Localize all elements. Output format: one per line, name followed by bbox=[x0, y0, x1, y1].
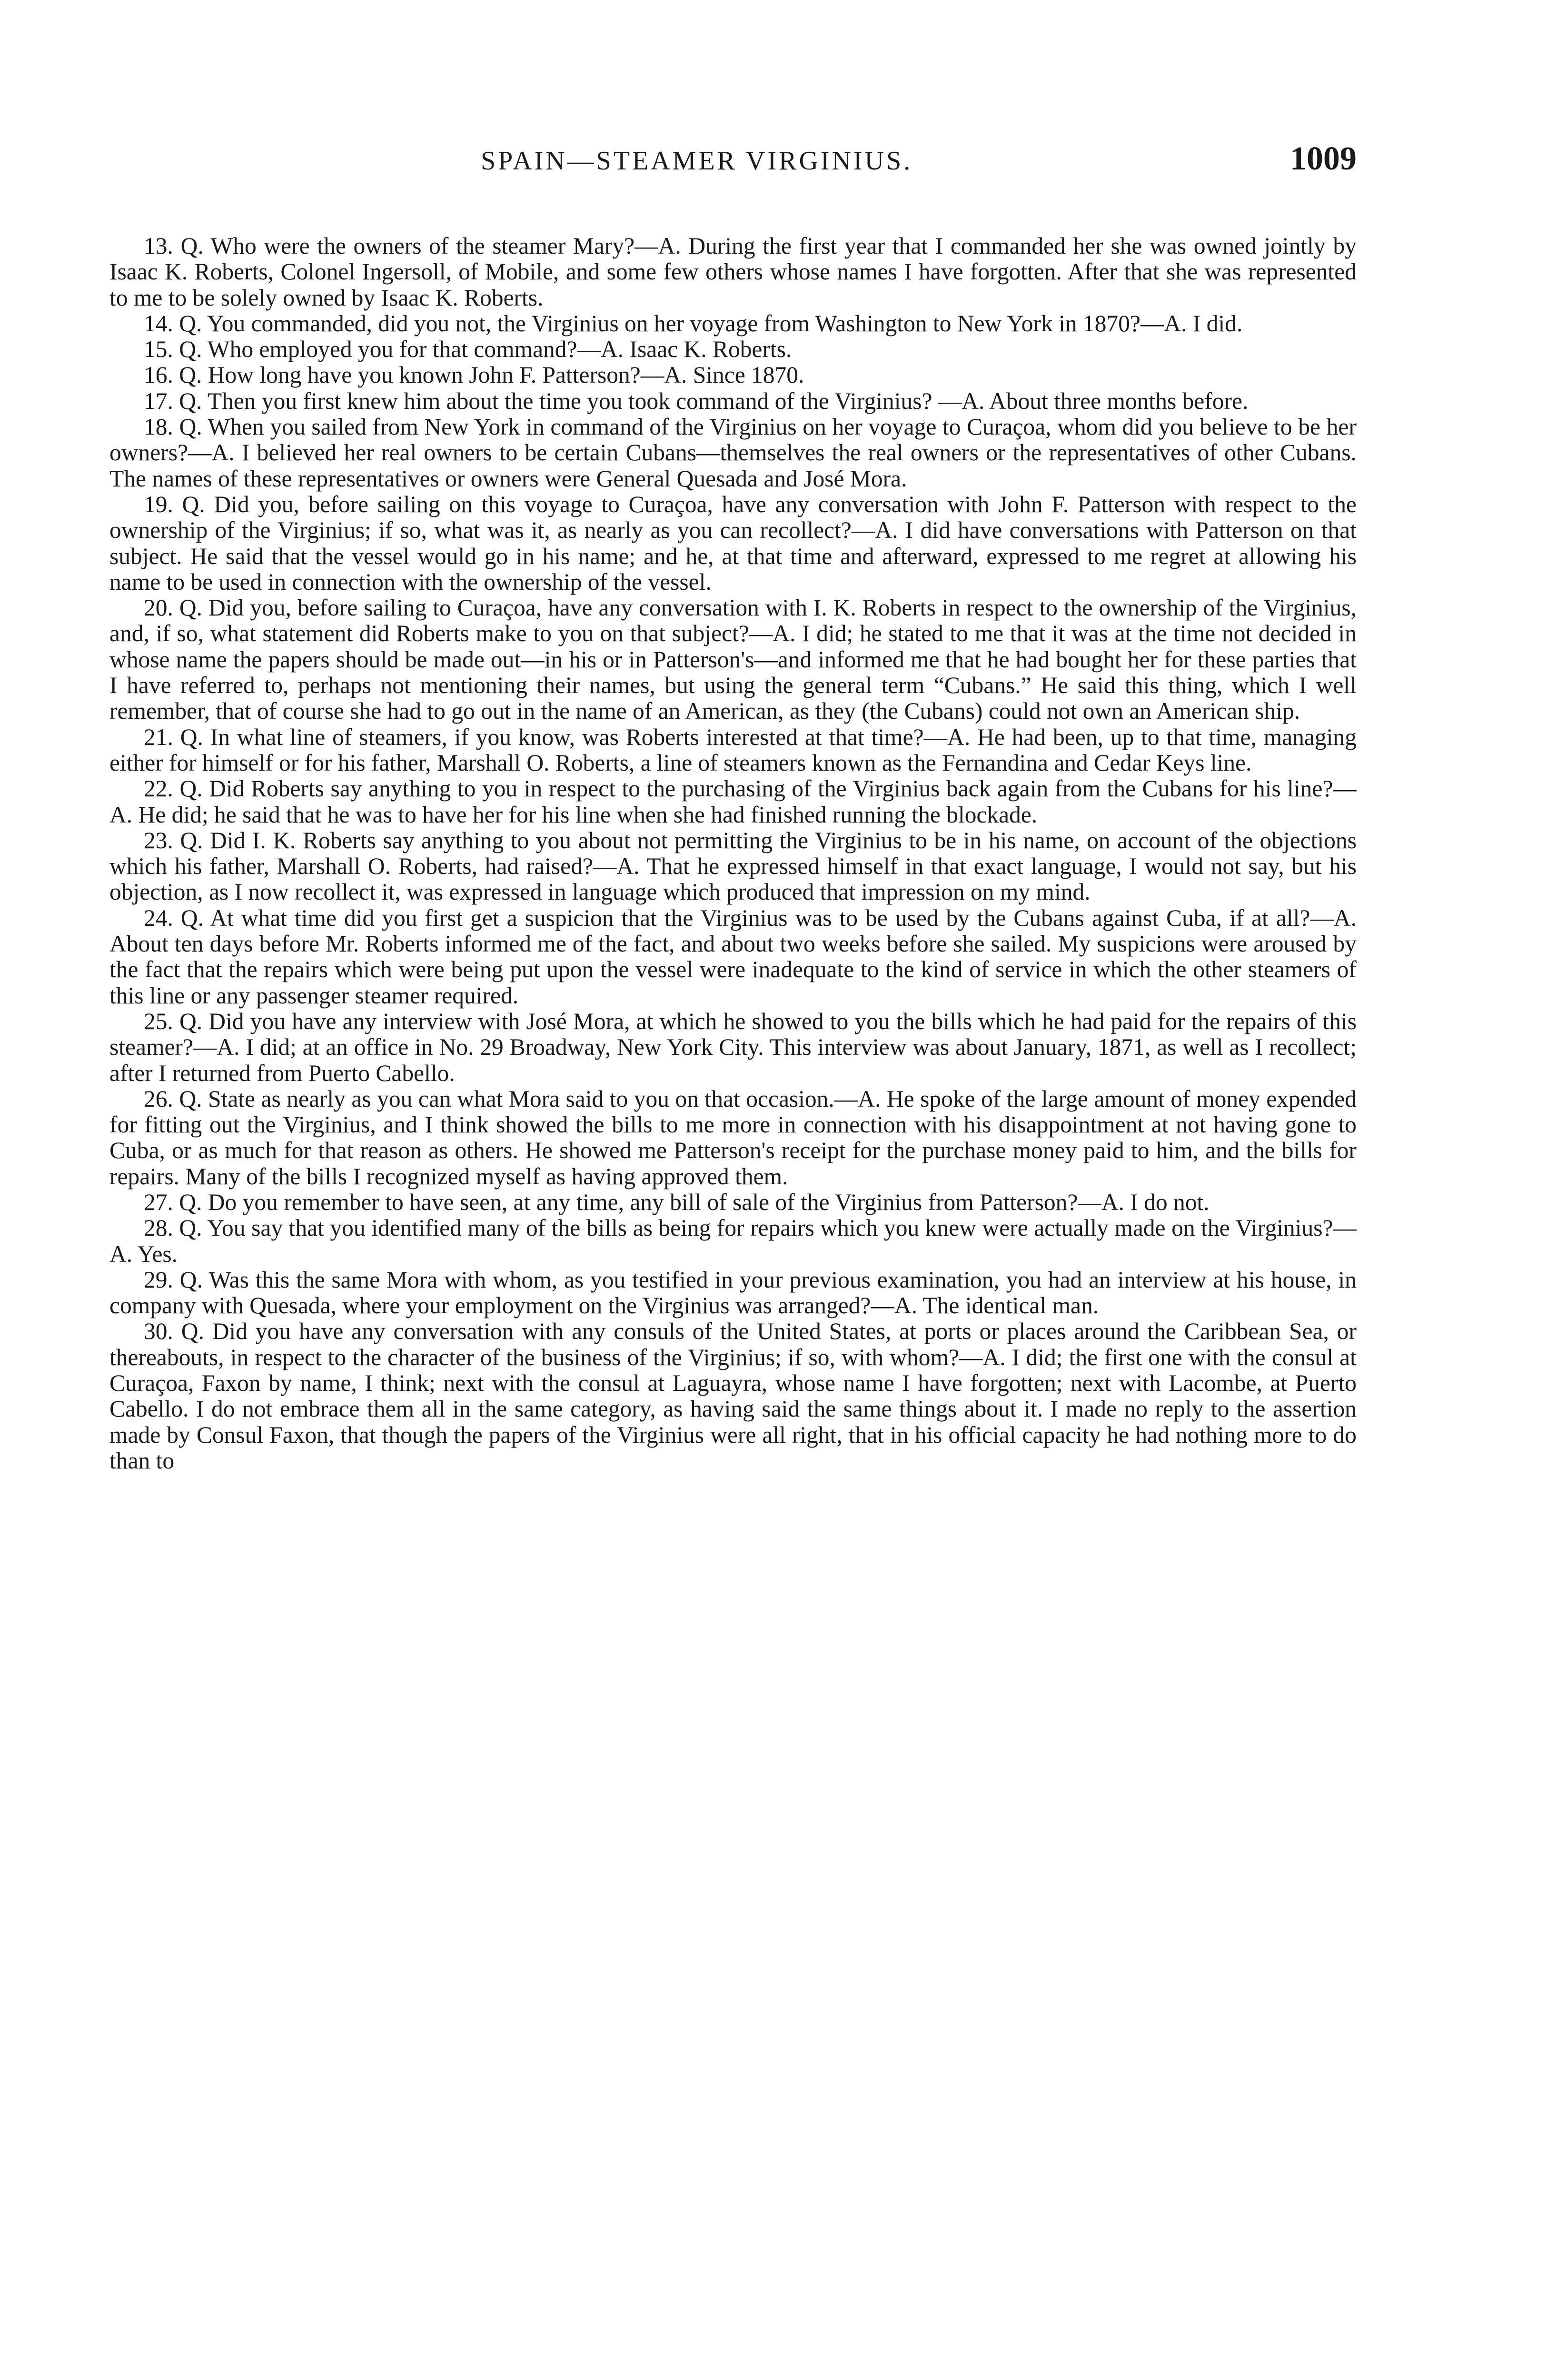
paragraph-q26: 26. Q. State as nearly as you can what Mora said to you on that occasion.—A. He spoke of the large amount of money expended for fitting out the Virginius, and I think showed the bills to me more in connection with his disappointment at not having gone to Cuba, or as much for that reason as others. He showed me Patterson's receipt for the purchase money paid to him, and the bills for repairs. Many of the bills I recognized myself as having approved them. bbox=[109, 1085, 1357, 1190]
paragraph-q27: 27. Q. Do you remember to have seen, at any time, any bill of sale of the Virginius from Patterson?—A. I do not. bbox=[144, 1189, 1209, 1215]
page-number: 1009 bbox=[1290, 143, 1357, 177]
running-header bbox=[109, 143, 1357, 186]
paragraph-q24: 24. Q. At what time did you first get a suspicion that the Virginius was to be used by the Cubans against Cuba, if at all?—A. About ten days before Mr. Roberts informed me of the fact, and about two weeks before she sailed. My suspicions were aroused by the fact that the repairs which were being put upon the vessel were inadequate to the kind of service in which the other steamers of this line or any passenger steamer required. bbox=[109, 904, 1357, 1009]
paragraph-q18: 18. Q. When you sailed from New York in command of the Virginius on her voyage to Curaçoa, whom did you believe to be her owners?—A. I believed her real owners to be certain Cubans—themselves the real owners or the representatives of other Cubans. The names of these representatives or owners were General Quesada and José Mora. bbox=[109, 414, 1357, 492]
paragraph-q29: 29. Q. Was this the same Mora with whom, as you testified in your previous examination, you had an interview at his house, in company with Quesada, where your employment on the Virginius was arranged?—A. The identical man. bbox=[109, 1266, 1357, 1319]
paragraph-q15: 15. Q. Who employed you for that command?—A. Isaac K. Roberts. bbox=[144, 336, 792, 363]
paragraph-q25: 25. Q. Did you have any interview with José Mora, at which he showed to you the bills which he had paid for the repairs of this steamer?—A. I did; at an office in No. 29 Broadway, New York City. This interview was about January, 1871, as well as I recollect; after I returned from Puerto Cabello. bbox=[109, 1008, 1357, 1086]
paragraph-q28: 28. Q. You say that you identified many of the bills as being for repairs which you knew were actually made on the Virginius?—A. Yes. bbox=[109, 1215, 1357, 1267]
paragraph-q21: 21. Q. In what line of steamers, if you know, was Roberts interested at that time?—A. He had been, up to that time, managing either for himself or for his father, Marshall O. Roberts, a line of steamers known as the Fernandina and Cedar Keys line. bbox=[109, 724, 1357, 776]
paragraph-q16: 16. Q. How long have you known John F. Patterson?—A. Since 1870. bbox=[144, 362, 804, 388]
paragraph-q19: 19. Q. Did you, before sailing on this voyage to Curaçoa, have any conversation with John F. Patterson with respect to the ownership of the Virginius; if so, what was it, as nearly as you can recollect?—A. I did have conversations with Patterson on that subject. He said that the vessel would go in his name; and he, at that time and afterward, expressed to me regret at allowing his name to be used in connection with the ownership of the vessel. bbox=[109, 491, 1357, 595]
paragraph-q13: 13. Q. Who were the owners of the steamer Mary?—A. During the first year that I commanded her she was owned jointly by Isaac K. Roberts, Colonel Ingersoll, of Mobile, and some few others whose names I have forgotten. After that she was represented to me to be solely owned by Isaac K. Roberts. bbox=[109, 233, 1357, 311]
paragraph-q17: 17. Q. Then you first knew him about the time you took command of the Virginius? —A. About three months before. bbox=[144, 387, 1249, 414]
paragraph-q14: 14. Q. You commanded, did you not, the Virginius on her voyage from Washington to New York in 1870?—A. I did. bbox=[144, 310, 1243, 337]
paragraph-q20: 20. Q. Did you, before sailing to Curaçoa, have any conversation with I. K. Roberts in respect to the ownership of the Virginius, and, if so, what statement did Roberts make to you on that subject?—A. I did; he stated to me that it was at the time not decided in whose name the papers should be made out—in his or in Patterson's—and informed me that he had bought her for these parties that I have referred to, perhaps not mentioning their names, but using the general term “Cubans.” He said this thing, which I well remember, that of course she had to go out in the name of an American, as they (the Cubans) could not own an American ship. bbox=[109, 595, 1357, 724]
running-title: SPAIN—STEAMER VIRGINIUS. bbox=[481, 146, 913, 176]
paragraph-q22: 22. Q. Did Roberts say anything to you in respect to the purchasing of the Virginius back again from the Cubans for his line?—A. He did; he said that he was to have her for his line when she had finished running the blockade. bbox=[109, 775, 1357, 828]
paragraph-q23: 23. Q. Did I. K. Roberts say anything to you about not permitting the Virginius to be in his name, on account of the objections which his father, Marshall O. Roberts, had raised?—A. That he expressed himself in that exact language, I would not say, but his objection, as I now recollect it, was expressed in language which produced that impression on my mind. bbox=[109, 827, 1357, 905]
document-page bbox=[109, 143, 1357, 2380]
document-body bbox=[109, 233, 1357, 1474]
paragraph-q30: 30. Q. Did you have any conversation with any consuls of the United States, at ports or places around the Caribbean Sea, or thereabouts, in respect to the character of the business of the Virginius; if so, with whom?—A. I did; the first one with the consul at Curaçoa, Faxon by name, I think; next with the consul at Laguayra, whose name I have forgotten; next with Lacombe, at Puerto Cabello. I do not embrace them all in the same category, as having said the same things about it. I made no reply to the assertion made by Consul Faxon, that though the papers of the Virginius were all right, that in his official capacity he had nothing more to do than to bbox=[109, 1318, 1357, 1474]
